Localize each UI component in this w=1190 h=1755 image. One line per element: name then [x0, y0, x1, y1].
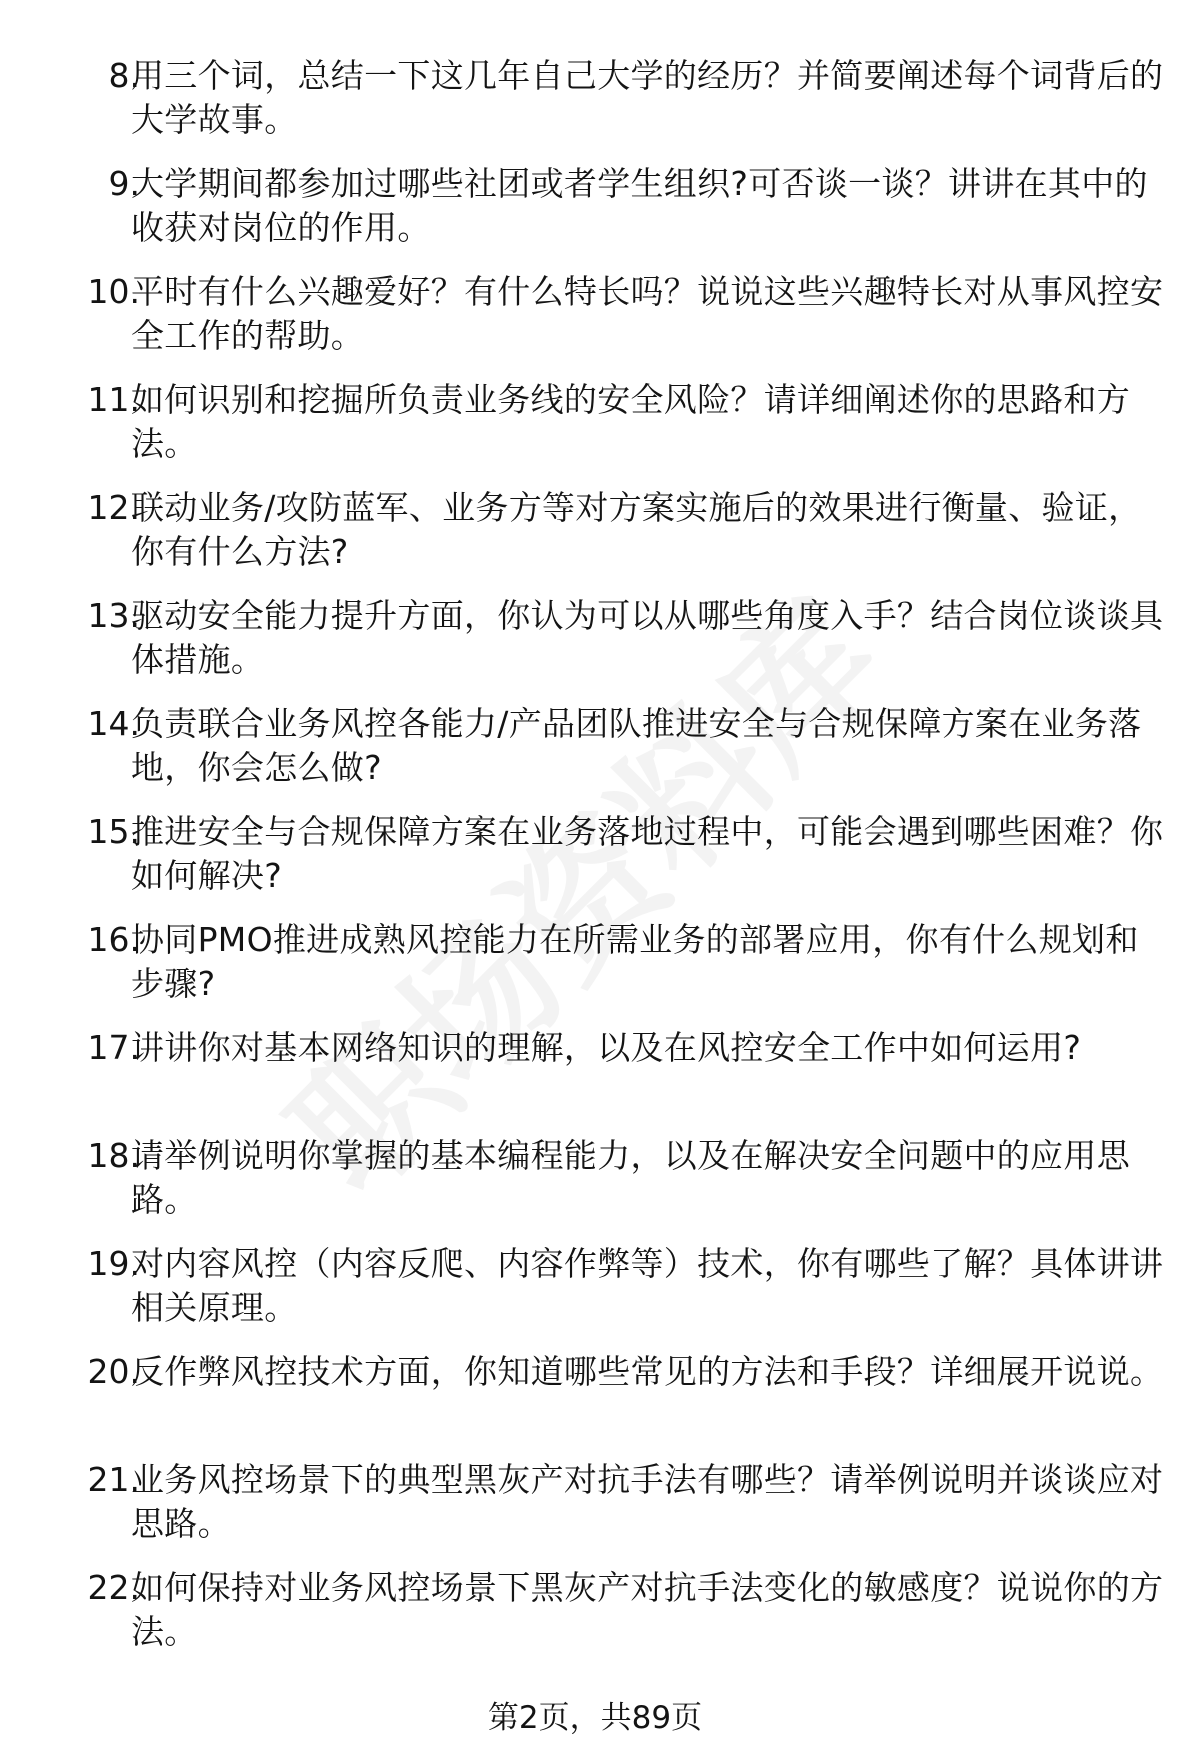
question-number: 15. [87, 812, 140, 851]
question-number: 21. [87, 1460, 140, 1499]
question-text: 用三个词，总结一下这几年自己大学的经历？并简要阐述每个词背后的大学故事。 [131, 56, 1164, 139]
question-number: 12. [87, 488, 140, 527]
question-item [0, 702, 1190, 810]
question-text: 请举例说明你掌握的基本编程能力，以及在解决安全问题中的应用思路。 [131, 1136, 1130, 1219]
question-item [0, 270, 1190, 378]
question-item [0, 810, 1190, 918]
question-text: 大学期间都参加过哪些社团或者学生组织?可否谈一谈？讲讲在其中的收获对岗位的作用。 [131, 164, 1148, 247]
question-text: 如何识别和挖掘所负责业务线的安全风险？请详细阐述你的思路和方法。 [131, 380, 1130, 463]
question-text: 讲讲你对基本网络知识的理解，以及在风控安全工作中如何运用? [131, 1028, 1082, 1067]
question-number: 18. [87, 1136, 140, 1175]
question-text: 协同PMO推进成熟风控能力在所需业务的部署应用，你有什么规划和步骤? [131, 920, 1139, 1003]
page-number-label: 第2页，共89页 [487, 1700, 703, 1736]
question-number: 17. [87, 1028, 140, 1067]
question-text: 业务风控场景下的典型黑灰产对抗手法有哪些？请举例说明并谈谈应对思路。 [131, 1460, 1164, 1543]
question-number: 19. [87, 1244, 140, 1283]
question-item [0, 162, 1190, 270]
question-text: 联动业务/攻防蓝军、业务方等对方案实施后的效果进行衡量、验证，你有什么方法? [131, 488, 1142, 571]
question-text: 平时有什么兴趣爱好？有什么特长吗？说说这些兴趣特长对从事风控安全工作的帮助。 [131, 272, 1164, 355]
question-number: 11. [87, 380, 140, 419]
question-text: 驱动安全能力提升方面，你认为可以从哪些角度入手？结合岗位谈谈具体措施。 [131, 596, 1164, 679]
question-item [0, 1350, 1190, 1458]
question-item [0, 1026, 1190, 1134]
question-item [0, 486, 1190, 594]
question-item [0, 918, 1190, 1026]
question-item [0, 594, 1190, 702]
question-number: 14. [87, 704, 140, 743]
question-number: 9. [108, 164, 140, 203]
question-text: 推进安全与合规保障方案在业务落地过程中，可能会遇到哪些困难？你如何解决? [131, 812, 1164, 895]
question-item [0, 54, 1190, 162]
question-number: 20. [87, 1352, 140, 1391]
question-number: 16. [87, 920, 140, 959]
question-text: 负责联合业务风控各能力/产品团队推进安全与合规保障方案在业务落地，你会怎么做? [131, 704, 1142, 787]
question-number: 22. [87, 1568, 140, 1607]
question-item [0, 1134, 1190, 1242]
question-item [0, 1242, 1190, 1350]
question-item [0, 1458, 1190, 1566]
question-number: 13. [87, 596, 140, 635]
page-footer [0, 1698, 1190, 1738]
question-number: 8. [108, 56, 140, 95]
question-list [0, 54, 1190, 1674]
question-item [0, 1566, 1190, 1674]
question-number: 10. [87, 272, 140, 311]
question-text: 对内容风控（内容反爬、内容作弊等）技术，你有哪些了解？具体讲讲相关原理。 [131, 1244, 1164, 1327]
question-text: 反作弊风控技术方面，你知道哪些常见的方法和手段？详细展开说说。 [131, 1352, 1164, 1391]
question-text: 如何保持对业务风控场景下黑灰产对抗手法变化的敏感度？说说你的方法。 [131, 1568, 1164, 1651]
question-item [0, 378, 1190, 486]
